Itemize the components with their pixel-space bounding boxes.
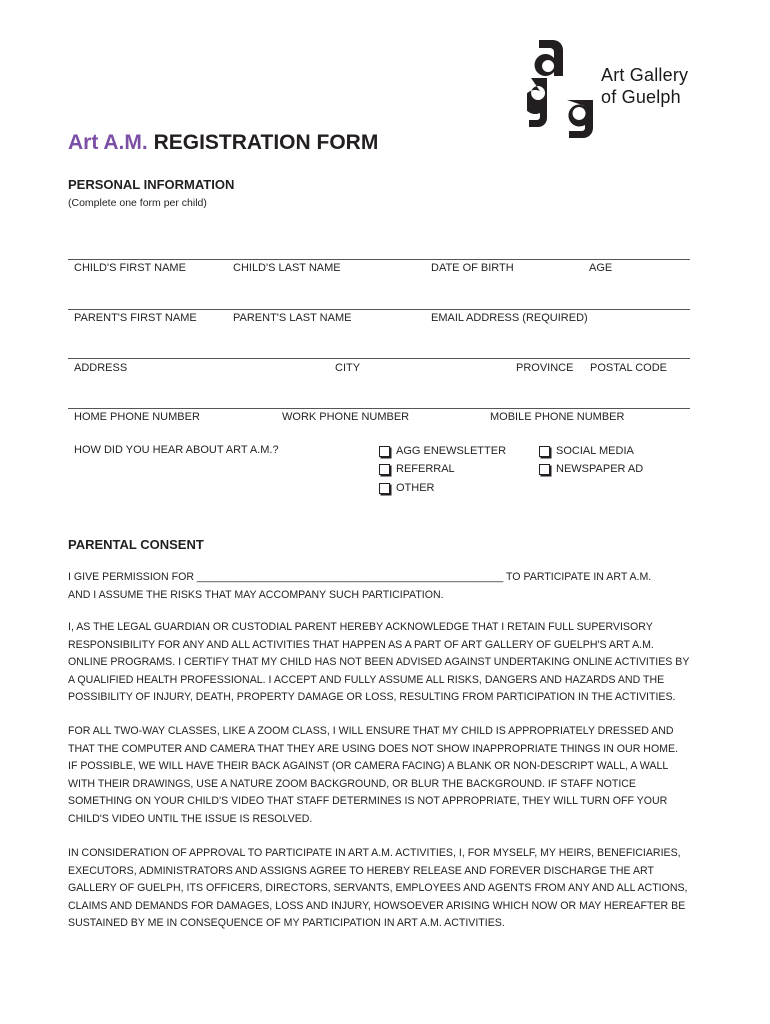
checkbox-icon[interactable] <box>379 464 390 475</box>
label-date-of-birth: DATE OF BIRTH <box>431 262 514 274</box>
paragraph-line: SOMETHING ON YOUR CHILD'S VIDEO THAT STAFF DETERMINES IS NOT APPROPRIATE, THEY WILL TURN OFF YOUR <box>68 795 668 807</box>
option-other[interactable] <box>379 482 435 494</box>
label-address: ADDRESS <box>74 362 128 374</box>
paragraph-line: FOR ALL TWO-WAY CLASSES, LIKE A ZOOM CLASS, I WILL ENSURE THAT MY CHILD IS APPROPRIATELY DRESSED AND <box>68 725 674 737</box>
label-postal-code: POSTAL CODE <box>590 362 668 374</box>
option-newspaper-ad[interactable] <box>539 463 643 475</box>
paragraph-line: RESPONSIBILITY FOR ANY AND ALL ACTIVITIES THAT HAPPEN AS A PART OF ART GALLERY OF GUELPH'S ART A.M. <box>68 638 654 651</box>
option-social-media[interactable] <box>539 445 634 457</box>
label-mobile-phone: MOBILE PHONE NUMBER <box>490 411 625 423</box>
row1-input-line[interactable] <box>68 259 690 260</box>
title-rest: REGISTRATION FORM <box>153 131 379 154</box>
label-child-first-name: CHILD'S FIRST NAME <box>74 262 186 274</box>
option-label: NEWSPAPER AD <box>556 463 644 475</box>
row2-input-line[interactable] <box>68 309 690 310</box>
permission-statement <box>68 569 708 604</box>
paragraph-line: THAT THE COMPUTER AND CAMERA THAT THEY ARE USING DOES NOT SHOW INAPPROPRIATE THINGS IN OUR HOME. <box>68 742 679 755</box>
label-parent-last-name: PARENT'S LAST NAME <box>233 312 352 324</box>
logo-line-2: of Guelph <box>601 87 681 107</box>
agg-logo-mark <box>527 38 597 138</box>
checkbox-icon[interactable] <box>539 446 550 457</box>
checkbox-icon[interactable] <box>539 464 550 475</box>
label-home-phone: HOME PHONE NUMBER <box>74 411 200 423</box>
label-city: CITY <box>335 362 361 374</box>
paragraph-line: I, AS THE LEGAL GUARDIAN OR CUSTODIAL PARENT HEREBY ACKNOWLEDGE THAT I RETAIN FULL SUPERVISORY <box>68 621 653 633</box>
label-province: PROVINCE <box>516 362 574 374</box>
consent-paragraph-2 <box>68 723 708 828</box>
option-label: OTHER <box>396 482 435 494</box>
paragraph-line: WITH THEIR DRAWINGS, USE A NATURE ZOOM BACKGROUND, OR BLUR THE BACKGROUND. IF STAFF NOTICE <box>68 777 636 790</box>
paragraph-line: ONLINE PROGRAMS. I CERTIFY THAT MY CHILD HAS NOT BEEN ADVISED AGAINST UNDERTAKING ONLINE ACTIVITIES BY <box>68 656 690 668</box>
label-child-last-name: CHILD'S LAST NAME <box>233 262 341 274</box>
permission-line: I GIVE PERMISSION FOR ____________________________________________________ TO PARTICIPATE IN ART A.M. <box>68 571 652 583</box>
label-work-phone: WORK PHONE NUMBER <box>282 411 410 423</box>
option-referral[interactable] <box>379 463 455 475</box>
checkbox-icon[interactable] <box>379 483 390 494</box>
label-age: AGE <box>589 262 613 274</box>
checkbox-icon[interactable] <box>379 446 390 457</box>
paragraph-line: CHILD'S VIDEO UNTIL THE ISSUE IS RESOLVED. <box>68 812 313 825</box>
title-accent: Art A.M. <box>68 131 148 154</box>
paragraph-line: GALLERY OF GUELPH, ITS OFFICERS, DIRECTORS, SERVANTS, EMPLOYEES AND AGENTS FROM ANY AND ALL ACTIONS, <box>68 882 688 894</box>
parental-consent-heading: PARENTAL CONSENT <box>68 537 204 552</box>
option-label: AGG ENEWSLETTER <box>396 445 507 457</box>
row3-input-line[interactable] <box>68 358 690 359</box>
option-agg-enewsletter[interactable] <box>379 445 506 457</box>
page-title <box>68 131 378 155</box>
logo-line-1: Art Gallery <box>601 65 689 85</box>
paragraph-line: CLAIMS AND DEMANDS FOR DAMAGES, LOSS AND INJURY, HOWSOEVER ARISING WHICH NOW OR MAY HEREAFTER BE <box>68 899 686 912</box>
option-label: REFERRAL <box>396 463 455 475</box>
consent-paragraph-1 <box>68 619 708 707</box>
personal-info-heading: PERSONAL INFORMATION <box>68 177 235 192</box>
consent-paragraph-3 <box>68 845 708 933</box>
paragraph-line: POSSIBILITY OF INJURY, DEATH, PROPERTY DAMAGE OR LOSS, RESULTING FROM PARTICIPATION IN THE ACTIVITIES. <box>68 691 676 703</box>
label-email-address: EMAIL ADDRESS (REQUIRED) <box>431 312 588 324</box>
row4-input-line[interactable] <box>68 408 690 409</box>
hear-about-question: HOW DID YOU HEAR ABOUT ART A.M.? <box>74 444 279 456</box>
personal-info-note: (Complete one form per child) <box>68 197 207 209</box>
logo-wordmark <box>601 64 688 108</box>
paragraph-line: IF POSSIBLE, WE WILL HAVE THEIR BACK AGAINST (OR CAMERA FACING) A BLANK OR NON-DESCRIPT WALL, A WALL <box>68 760 669 772</box>
paragraph-line: A QUALIFIED HEALTH PROFESSIONAL. I ACCEPT AND FULLY ASSUME ALL RISKS, DANGERS AND HAZARDS AND THE <box>68 673 665 686</box>
option-label: SOCIAL MEDIA <box>556 445 634 457</box>
label-parent-first-name: PARENT'S FIRST NAME <box>74 312 197 324</box>
permission-line: AND I ASSUME THE RISKS THAT MAY ACCOMPANY SUCH PARTICIPATION. <box>68 588 444 601</box>
paragraph-line: SUSTAINED BY ME IN CONSEQUENCE OF MY PARTICIPATION IN ART A.M. ACTIVITIES. <box>68 917 505 929</box>
paragraph-line: IN CONSIDERATION OF APPROVAL TO PARTICIPATE IN ART A.M. ACTIVITIES, I, FOR MYSELF, MY HEIRS, BENEFICIARIES, <box>68 847 681 859</box>
paragraph-line: EXECUTORS, ADMINISTRATORS AND ASSIGNS AGREE TO HEREBY RELEASE AND FOREVER DISCHARGE THE ART <box>68 864 654 877</box>
